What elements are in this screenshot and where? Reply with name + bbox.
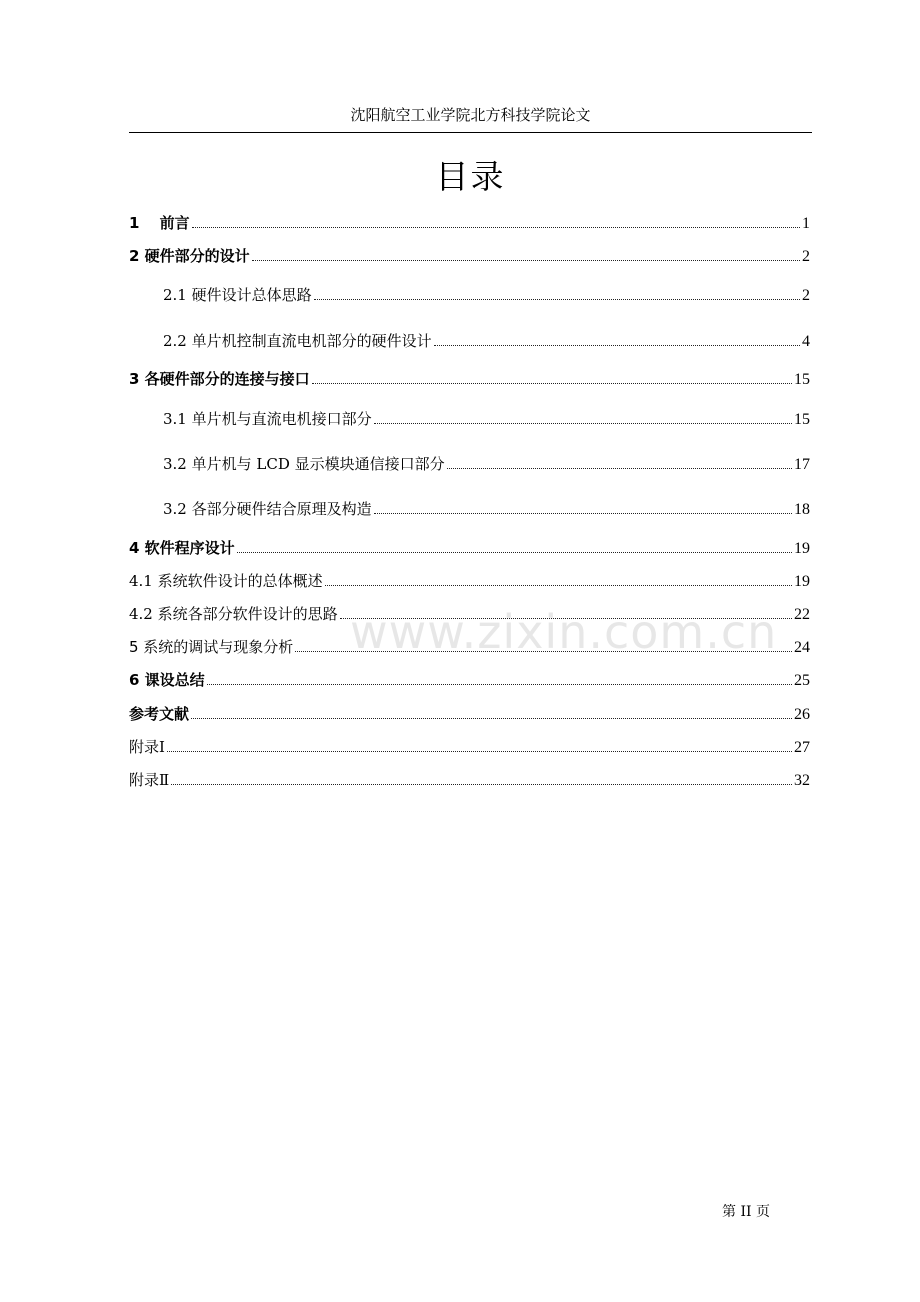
toc-entry[interactable] [129, 769, 810, 793]
toc-leader [447, 468, 792, 469]
page-number-footer: 第 II 页 [722, 1204, 770, 1220]
toc-leader [325, 585, 792, 586]
toc-entry-page: 15 [794, 371, 810, 388]
toc-entry-page: 19 [794, 540, 810, 557]
toc-entry[interactable] [129, 212, 810, 236]
toc-entry[interactable] [129, 736, 810, 760]
page-title: 目录 [435, 157, 506, 196]
toc-entry[interactable] [163, 498, 810, 522]
toc-entry-page: 18 [794, 501, 810, 518]
toc-entry-label: 1 前言 [129, 214, 190, 232]
toc-entry-page: 15 [794, 411, 810, 428]
toc-entry[interactable] [129, 245, 810, 269]
toc-entry-page: 4 [802, 333, 810, 350]
toc-leader [191, 718, 792, 719]
toc-entry-label: 6 课设总结 [129, 671, 205, 689]
toc-entry-page: 32 [794, 772, 810, 789]
toc-entry-page: 24 [794, 639, 810, 656]
toc-entry-label: 4 软件程序设计 [129, 539, 235, 557]
toc-entry[interactable] [163, 453, 810, 477]
toc-entry[interactable] [163, 408, 810, 432]
toc-entry-label: 4.1 系统软件设计的总体概述 [129, 572, 323, 590]
toc-leader [167, 751, 792, 752]
toc-leader [171, 784, 792, 785]
toc-leader [434, 345, 800, 346]
toc-leader [340, 618, 792, 619]
toc-entry-page: 26 [794, 706, 810, 723]
toc-entry[interactable] [129, 570, 810, 594]
toc-entry[interactable] [129, 636, 810, 660]
toc-entry[interactable] [163, 284, 810, 308]
toc-entry[interactable] [129, 703, 810, 727]
toc-entry-page: 19 [794, 573, 810, 590]
toc-entry-label: 4.2 系统各部分软件设计的思路 [129, 605, 338, 623]
toc-entry-page: 22 [794, 606, 810, 623]
toc-entry[interactable] [129, 669, 810, 693]
toc-leader [295, 651, 792, 652]
toc-entry[interactable] [129, 537, 810, 561]
toc-entry-page: 27 [794, 739, 810, 756]
toc-entry[interactable] [129, 368, 810, 392]
toc-leader [207, 684, 792, 685]
toc-entry[interactable] [163, 330, 810, 354]
toc-entry-page: 17 [794, 456, 810, 473]
toc-leader [252, 260, 800, 261]
running-header: 沈阳航空工业学院北方科技学院论文 [350, 106, 591, 124]
toc-entry-label: 3.2 各部分硬件结合原理及构造 [163, 500, 372, 518]
header-rule [129, 132, 812, 133]
toc-entry-label: 2 硬件部分的设计 [129, 247, 250, 265]
toc-leader [374, 513, 792, 514]
toc-entry-label: 附录Ⅱ [129, 771, 170, 789]
toc-leader [312, 383, 792, 384]
toc-entry-page: 2 [802, 248, 810, 265]
toc-entry-label: 3.2 单片机与 LCD 显示模块通信接口部分 [163, 455, 445, 473]
toc-entry-label: 3.1 单片机与直流电机接口部分 [163, 410, 372, 428]
watermark: www.zixin.com.cn [350, 605, 778, 659]
toc-leader [314, 299, 800, 300]
toc-entry-label: 5 系统的调试与现象分析 [129, 638, 294, 656]
toc-entry-label: 3 各硬件部分的连接与接口 [129, 370, 310, 388]
toc-leader [237, 552, 792, 553]
toc-leader [192, 227, 800, 228]
toc-entry-label: 附录Ⅰ [129, 738, 165, 756]
toc-leader [374, 423, 792, 424]
toc-entry-label: 2.1 硬件设计总体思路 [163, 286, 312, 304]
toc-entry-label: 参考文献 [129, 705, 190, 723]
toc-entry-page: 25 [794, 672, 810, 689]
toc-entry-page: 2 [802, 287, 810, 304]
toc-entry-page: 1 [802, 215, 810, 232]
toc-entry[interactable] [129, 603, 810, 627]
toc-entry-label: 2.2 单片机控制直流电机部分的硬件设计 [163, 332, 432, 350]
